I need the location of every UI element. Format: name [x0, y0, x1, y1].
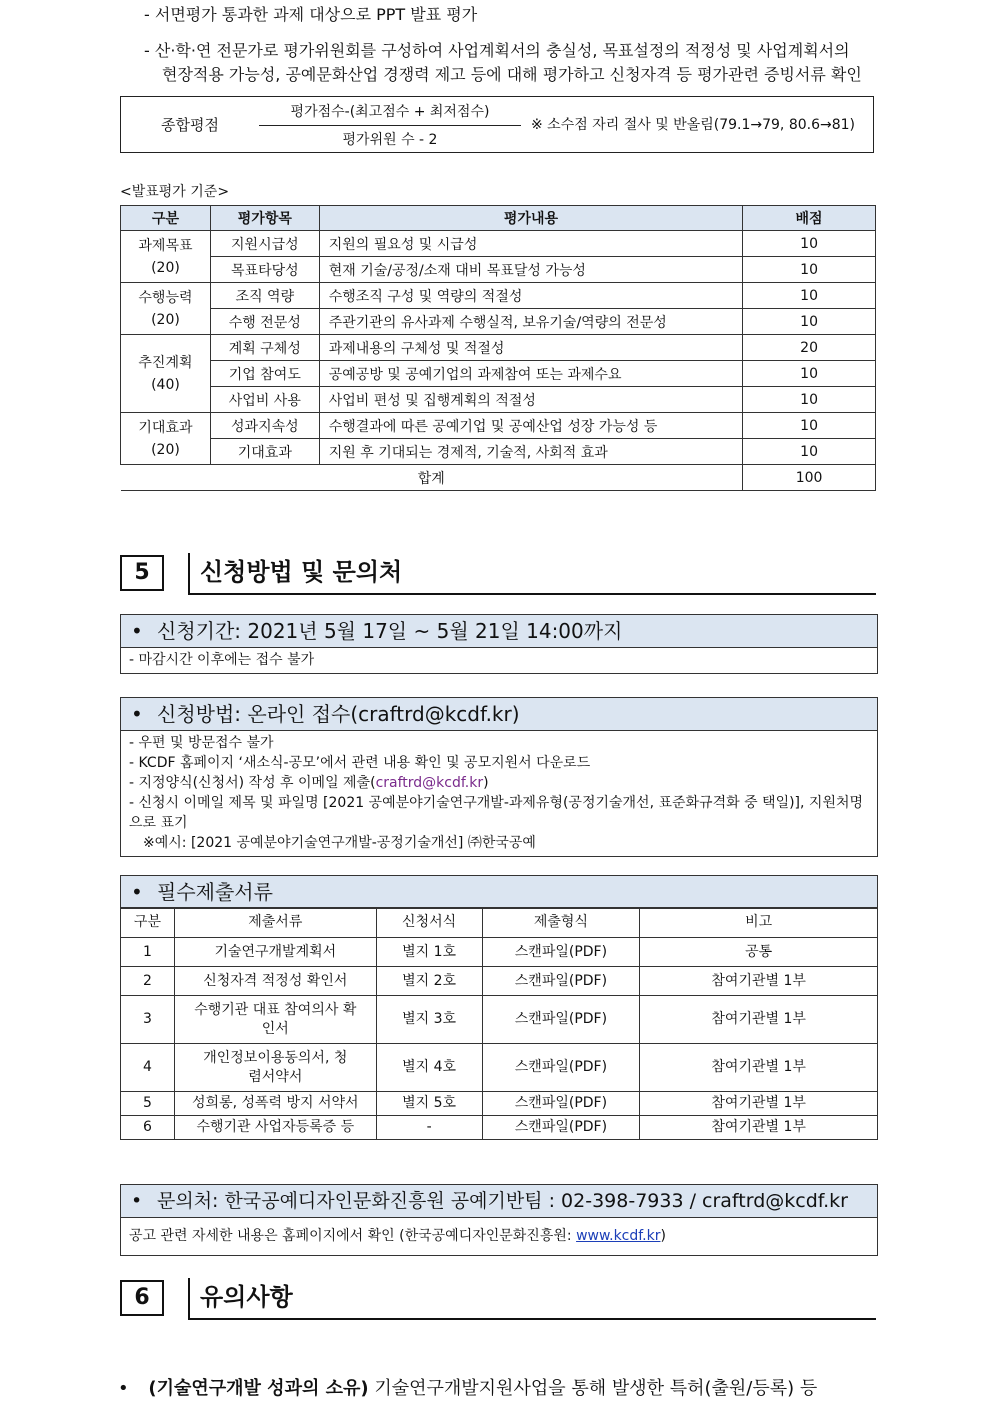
application-period-box	[120, 614, 878, 674]
total-row	[121, 465, 876, 491]
bullet-icon: •	[131, 702, 143, 726]
content-cell: 공예공방 및 공예기업의 과제참여 또는 과제수요	[319, 361, 742, 387]
email-link[interactable]: craftrd@kcdf.kr	[375, 775, 484, 791]
caution-text: 기술연구개발지원사업을 통해 발생한 특허(출원/등록) 등	[368, 1378, 818, 1399]
table-row	[121, 967, 878, 996]
item-cell: 목표타당성	[210, 257, 319, 283]
score-cell: 10	[743, 387, 876, 413]
contact-box	[120, 1184, 878, 1256]
item-cell: 성과지속성	[210, 413, 319, 439]
doc-format: 스캔파일(PDF)	[482, 967, 640, 996]
method-line-1: - 우편 및 방문접수 불가	[129, 735, 274, 751]
method-line-3-suffix: )	[483, 775, 489, 791]
bullet-icon: •	[118, 1378, 129, 1399]
table-row	[121, 361, 876, 387]
table-row	[121, 1092, 878, 1116]
header-note: 비고	[640, 908, 878, 938]
doc-name: 수행기관 대표 참여의사 확인서	[174, 996, 376, 1044]
doc-name: 신청자격 적정성 확인서	[174, 967, 376, 996]
eval-table-caption: <발표평가 기준>	[120, 184, 230, 200]
header-content: 평가내용	[319, 206, 742, 231]
header-format: 제출형식	[482, 908, 640, 938]
score-formula-denominator: 평가위원 수 - 2	[342, 132, 438, 148]
doc-format: 스캔파일(PDF)	[482, 996, 640, 1044]
content-cell: 수행결과에 따른 공예기업 및 공예산업 성장 가능성 등	[319, 413, 742, 439]
table-row	[121, 231, 876, 257]
method-example: ※예시: [2021 공예분야기술연구개발-공정기술개선] ㈜한국공예	[143, 835, 536, 851]
item-cell: 지원시급성	[210, 231, 319, 257]
content-cell: 지원의 필요성 및 시급성	[319, 231, 742, 257]
category-name: 수행능력	[138, 289, 193, 306]
header-doc: 제출서류	[174, 908, 376, 938]
doc-note: 참여기관별 1부	[640, 1116, 878, 1140]
category-points: (20)	[151, 311, 180, 328]
category-name: 추진계획	[138, 354, 193, 371]
table-row	[121, 257, 876, 283]
required-docs-box	[120, 875, 878, 908]
doc-no: 6	[121, 1116, 175, 1140]
item-cell: 계획 구체성	[210, 335, 319, 361]
doc-name: 성희롱, 성폭력 방지 서약서	[174, 1092, 376, 1116]
doc-form: 별지 5호	[376, 1092, 482, 1116]
box-header	[121, 876, 877, 909]
score-cell: 10	[743, 413, 876, 439]
section-number: 5	[120, 555, 164, 591]
bullet-icon: •	[131, 1190, 143, 1212]
intro-line-1: - 서면평가 통과한 과제 대상으로 PPT 발표 평가	[144, 5, 478, 24]
category-cell	[121, 283, 211, 335]
doc-form: -	[376, 1116, 482, 1140]
table-row	[121, 335, 876, 361]
doc-form: 별지 4호	[376, 1044, 482, 1092]
content-cell: 사업비 편성 및 집행계획의 적절성	[319, 387, 742, 413]
item-cell: 수행 전문성	[210, 309, 319, 335]
category-points: (20)	[151, 259, 180, 276]
category-points: (20)	[151, 441, 180, 458]
content-cell: 과제내용의 구체성 및 적절성	[319, 335, 742, 361]
score-formula-numerator: 평가점수-(최고점수 + 최저점수)	[290, 104, 490, 120]
caution-line	[118, 1374, 817, 1400]
doc-format: 스캔파일(PDF)	[482, 1092, 640, 1116]
doc-no: 4	[121, 1044, 175, 1092]
doc-form: 별지 3호	[376, 996, 482, 1044]
category-name: 과제목표	[138, 237, 193, 254]
item-cell: 기대효과	[210, 439, 319, 465]
category-cell	[121, 335, 211, 413]
item-cell: 조직 역량	[210, 283, 319, 309]
fraction-bar	[259, 125, 521, 126]
doc-note: 참여기관별 1부	[640, 1044, 878, 1092]
period-title: 신청기간: 2021년 5월 17일 ~ 5월 21일 14:00까지	[157, 619, 623, 643]
doc-no: 2	[121, 967, 175, 996]
category-points: (40)	[151, 376, 180, 393]
doc-note: 참여기관별 1부	[640, 996, 878, 1044]
method-line-4: - 신청시 이메일 제목 및 파일명 [2021 공예분야기술연구개발-과제유형(공정기술개선, 표준화규격화 중 택일)], 지원처명으로 표기	[129, 795, 864, 831]
table-row	[121, 1044, 878, 1092]
item-cell: 기업 참여도	[210, 361, 319, 387]
score-formula-box	[120, 96, 874, 153]
method-line-2: - KCDF 홈페이지 ‘새소식-공모’에서 관련 내용 확인 및 공모지원서 다운로드	[129, 755, 591, 771]
score-formula-note: ※ 소수점 자리 절사 및 반올림(79.1→79, 80.6→81)	[531, 117, 856, 133]
score-cell: 10	[743, 231, 876, 257]
doc-format: 스캔파일(PDF)	[482, 1044, 640, 1092]
method-title: 신청방법: 온라인 접수(craftrd@kcdf.kr)	[157, 702, 520, 726]
box-header	[121, 1185, 877, 1218]
category-cell	[121, 231, 211, 283]
total-label: 합계	[121, 465, 743, 491]
section-title: 유의사항	[188, 1278, 876, 1320]
docs-title: 필수제출서류	[157, 880, 273, 904]
contact-title: 문의처: 한국공예디자인문화진흥원 공예기반팀 : 02-398-7933 / craftrd@kcdf.kr	[157, 1190, 848, 1212]
doc-form: 별지 1호	[376, 938, 482, 967]
doc-note: 공통	[640, 938, 878, 967]
content-cell: 현재 기술/공정/소재 대비 목표달성 가능성	[319, 257, 742, 283]
box-body	[121, 1218, 877, 1255]
table-row	[121, 439, 876, 465]
box-header	[121, 615, 877, 648]
doc-name: 개인정보이용동의서, 청렴서약서	[174, 1044, 376, 1092]
caution-heading: (기술연구개발 성과의 소유)	[148, 1378, 369, 1399]
required-docs-table	[120, 907, 878, 1140]
table-header-row	[121, 908, 878, 938]
score-cell: 10	[743, 257, 876, 283]
score-cell: 20	[743, 335, 876, 361]
content-cell: 수행조직 구성 및 역량의 적절성	[319, 283, 742, 309]
eval-criteria-table	[120, 205, 876, 491]
header-score: 배점	[743, 206, 876, 231]
header-form: 신청서식	[376, 908, 482, 938]
category-name: 기대효과	[138, 419, 193, 436]
doc-format: 스캔파일(PDF)	[482, 1116, 640, 1140]
doc-note: 참여기관별 1부	[640, 967, 878, 996]
score-cell: 10	[743, 361, 876, 387]
table-row	[121, 996, 878, 1044]
doc-name: 수행기관 사업자등록증 등	[174, 1116, 376, 1140]
application-method-box	[120, 697, 878, 857]
intro-line-3: 현장적용 가능성, 공예문화산업 경쟁력 제고 등에 대해 평가하고 신청자격 등 평가관련 증빙서류 확인	[162, 65, 862, 84]
box-header	[121, 698, 877, 731]
contact-note-suffix: )	[660, 1228, 666, 1244]
header-category: 구분	[121, 206, 211, 231]
doc-form: 별지 2호	[376, 967, 482, 996]
bullet-icon: •	[131, 619, 143, 643]
table-row	[121, 283, 876, 309]
doc-no: 3	[121, 996, 175, 1044]
intro-line-2: - 산·학·연 전문가로 평가위원회를 구성하여 사업계획서의 충실성, 목표설정의 적정성 및 사업계획서의	[144, 41, 850, 60]
score-cell: 10	[743, 283, 876, 309]
contact-note-prefix: 공고 관련 자세한 내용은 홈페이지에서 확인 (한국공예디자인문화진흥원:	[129, 1228, 577, 1244]
table-row	[121, 309, 876, 335]
item-cell: 사업비 사용	[210, 387, 319, 413]
content-cell: 주관기관의 유사과제 수행실적, 보유기술/역량의 전문성	[319, 309, 742, 335]
bullet-icon: •	[131, 880, 143, 904]
table-row	[121, 1116, 878, 1140]
score-cell: 10	[743, 439, 876, 465]
method-line-3-prefix: - 지정양식(신청서) 작성 후 이메일 제출(	[129, 775, 376, 791]
score-cell: 10	[743, 309, 876, 335]
kcdf-website-link[interactable]: www.kcdf.kr	[576, 1228, 661, 1244]
header-no: 구분	[121, 908, 175, 938]
method-line-3	[129, 773, 869, 793]
header-item: 평가항목	[210, 206, 319, 231]
section-6-heading	[120, 1278, 876, 1320]
table-row	[121, 413, 876, 439]
content-cell: 지원 후 기대되는 경제적, 기술적, 사회적 효과	[319, 439, 742, 465]
doc-no: 1	[121, 938, 175, 967]
section-number: 6	[120, 1280, 164, 1316]
doc-format: 스캔파일(PDF)	[482, 938, 640, 967]
box-body	[121, 731, 877, 856]
doc-name: 기술연구개발계획서	[174, 938, 376, 967]
section-5-heading	[120, 553, 876, 595]
doc-note: 참여기관별 1부	[640, 1092, 878, 1116]
total-score: 100	[743, 465, 876, 491]
period-note: - 마감시간 이후에는 접수 불가	[129, 652, 315, 668]
box-body	[121, 648, 877, 673]
section-title: 신청방법 및 문의처	[188, 553, 876, 595]
table-row	[121, 387, 876, 413]
category-cell	[121, 413, 211, 465]
doc-no: 5	[121, 1092, 175, 1116]
score-formula-label: 종합평점	[161, 116, 219, 134]
table-header-row	[121, 206, 876, 231]
table-row	[121, 938, 878, 967]
